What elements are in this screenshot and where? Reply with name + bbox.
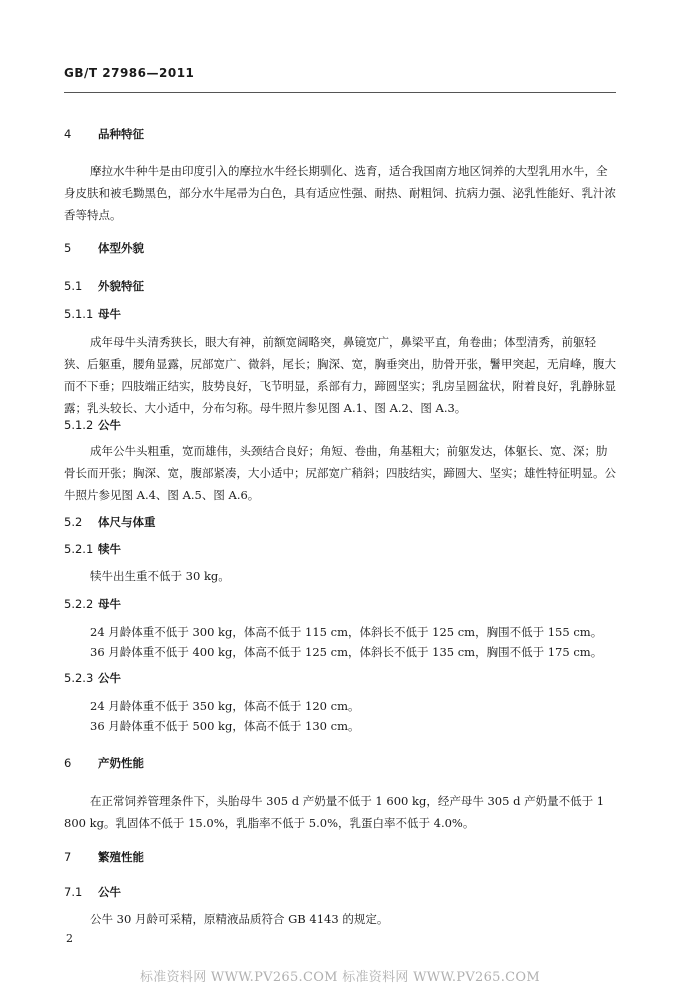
section-title: 外貌特征 (98, 279, 144, 293)
section-title: 母牛 (98, 597, 121, 611)
section-number: 5.2 (64, 515, 83, 529)
section-4-paragraph: 摩拉水牛种牛是由印度引入的摩拉水牛经长期驯化、选育，适合我国南方地区饲养的大型乳用水牛，全身皮肤和被毛黝黑色，部分水牛尾帚为白色，具有适应性强、耐热、耐粗饲、抗病力强、泌乳性能好、乳汁浓香等特点。 (64, 164, 616, 222)
section-number: 5.1 (64, 279, 83, 293)
section-title: 体型外貌 (98, 241, 144, 255)
section-title: 公牛 (98, 418, 121, 432)
section-5-1-heading (64, 278, 144, 294)
section-title: 品种特征 (98, 127, 144, 141)
section-5-2-3-line-2: 36 月龄体重不低于 500 kg，体高不低于 130 cm。 (90, 719, 360, 733)
watermark: 标准资料网 WWW.PV265.COM 标准资料网 WWW.PV265.COM (140, 970, 540, 985)
section-5-2-3-heading (64, 670, 121, 686)
section-5-1-1-heading (64, 306, 121, 322)
section-number: 5.2.3 (64, 671, 94, 685)
section-5-1-1-paragraph: 成年母牛头清秀狭长，眼大有神，前额宽阔略突，鼻镜宽广，鼻梁平直，角卷曲；体型清秀，前躯轻狭、后躯重，腰角显露，尻部宽广、微斜，尾长；胸深、宽，胸垂突出，肋骨开张，鬐甲突起，无肩峰，腹大而不下垂；四肢端正结实，肢势良好，飞节明显，系部有力，蹄圆坚实；乳房呈圆盆状，附着良好，乳静脉显露；乳头较长、大小适中，分布匀称。母牛照片参见图 A.1、图 A.2、图 A.3。 (64, 335, 616, 415)
section-5-2-2-heading (64, 596, 121, 612)
section-6-heading (64, 755, 144, 771)
section-number: 5.1.1 (64, 307, 94, 321)
section-6-paragraph: 在正常饲养管理条件下，头胎母牛 305 d 产奶量不低于 1 600 kg，经产母牛 305 d 产奶量不低于 1 800 kg。乳固体不低于 15.0%，乳脂率不低于 5.0%，乳蛋白率不低于 4.0%。 (64, 794, 605, 830)
header-divider (64, 92, 616, 93)
section-number: 5 (64, 241, 72, 255)
section-5-1-2-heading (64, 417, 121, 433)
section-number: 7.1 (64, 885, 83, 899)
section-title: 体尺与体重 (98, 515, 156, 529)
section-title: 公牛 (98, 885, 121, 899)
section-title: 产奶性能 (98, 756, 144, 770)
section-5-2-heading (64, 514, 156, 530)
section-7-1-text: 公牛 30 月龄可采精，原精液品质符合 GB 4143 的规定。 (90, 912, 389, 926)
section-5-2-3-line-1: 24 月龄体重不低于 350 kg，体高不低于 120 cm。 (90, 699, 360, 713)
section-title: 繁殖性能 (98, 850, 144, 864)
section-5-2-2-line-2: 36 月龄体重不低于 400 kg，体高不低于 125 cm，体斜长不低于 135 cm，胸围不低于 175 cm。 (90, 645, 603, 659)
section-5-2-1-heading (64, 541, 121, 557)
section-7-1-heading (64, 884, 121, 900)
section-number: 5.2.2 (64, 597, 94, 611)
section-number: 6 (64, 756, 72, 770)
section-5-heading (64, 240, 144, 256)
section-number: 5.2.1 (64, 542, 94, 556)
section-5-1-2-paragraph: 成年公牛头粗重，宽而雄伟，头颈结合良好；角短、卷曲，角基粗大；前躯发达，体躯长、宽、深；肋骨长而开张；胸深、宽，腹部紧凑，大小适中；尻部宽广稍斜；四肢结实，蹄圆大、坚实；雄性特征明显。公牛照片参见图 A.4、图 A.5、图 A.6。 (64, 444, 616, 502)
standard-number: GB/T 27986—2011 (64, 66, 195, 80)
section-title: 犊牛 (98, 542, 121, 556)
section-number: 5.1.2 (64, 418, 94, 432)
section-title: 母牛 (98, 307, 121, 321)
section-5-2-1-text: 犊牛出生重不低于 30 kg。 (90, 569, 230, 583)
section-number: 7 (64, 850, 72, 864)
section-7-heading (64, 849, 144, 865)
section-title: 公牛 (98, 671, 121, 685)
section-number: 4 (64, 127, 72, 141)
section-5-2-2-line-1: 24 月龄体重不低于 300 kg，体高不低于 115 cm，体斜长不低于 125 cm，胸围不低于 155 cm。 (90, 625, 603, 639)
page-number: 2 (66, 932, 73, 945)
section-4-heading (64, 126, 144, 142)
